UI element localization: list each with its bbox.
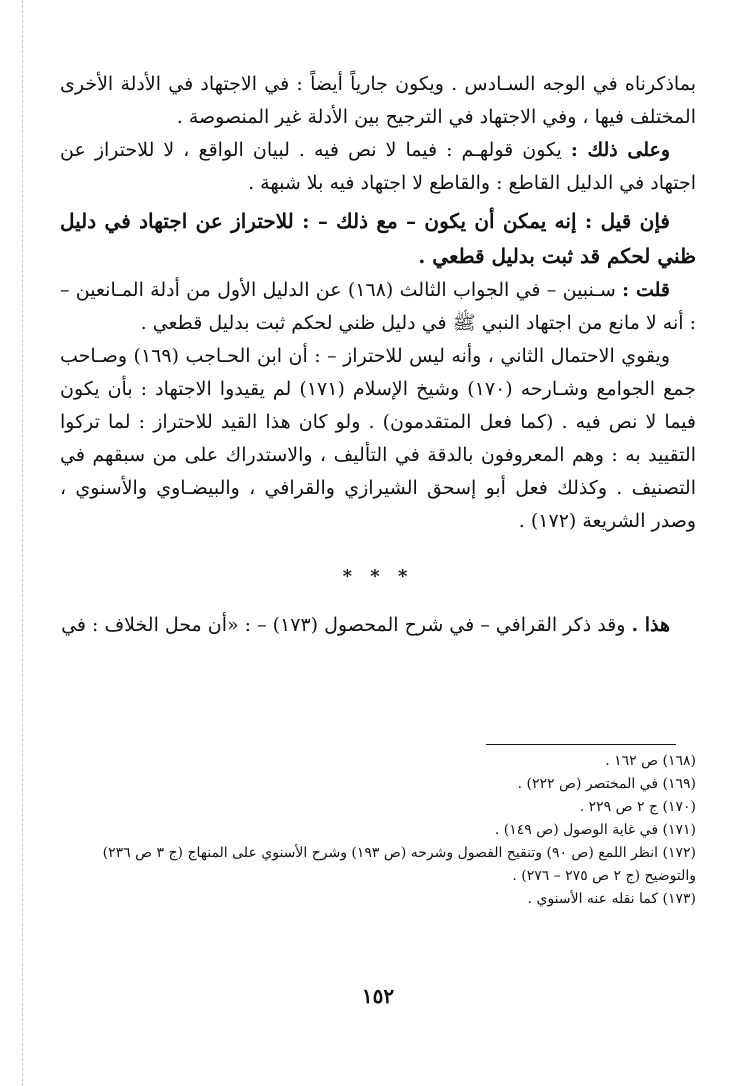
paragraph-3 — [60, 204, 696, 274]
page-number: ١٥٢ — [361, 984, 395, 1008]
footnotes — [60, 750, 696, 911]
page-edge-dashed-line — [22, 0, 23, 1086]
paragraph-3-text: إنه يمكن أن يكون – مع ذلك – : للاحتراز عن اجتهاد في دليل ظني لحكم قد ثبت بدليل قطعي . — [60, 209, 696, 268]
paragraph-2 — [60, 134, 696, 200]
paragraph-4 — [60, 274, 696, 340]
footnote-173: (١٧٣) كما نقله عنه الأسنوي . — [527, 891, 696, 907]
paragraph-final — [60, 609, 696, 642]
section-separator: * * * — [342, 566, 414, 587]
paragraph-2-lead: وعلى ذلك : — [570, 139, 671, 161]
paragraph-3-lead: فإن قيل : — [584, 209, 670, 233]
footnote-169: (١٦٩) في المختصر (ص ٢٢٢) . — [517, 776, 696, 792]
footnote-rule — [486, 744, 676, 745]
footnote-168: (١٦٨) ص ١٦٢ . — [605, 753, 696, 769]
footnote-172: (١٧٢) انظر اللمع (ص ٩٠) وتنقيح الفصول وشرحه (ص ١٩٣) وشرح الأسنوي على المنهاج (ج ٣ ص ٢٣٦) والتوضيح (ج ٢ ص ٢٧٥ – ٢٧٦) . — [102, 845, 696, 884]
paragraph-5-text: ويقوي الاحتمال الثاني ، وأنه ليس للاحتراز – : أن ابن الحـاجب (١٦٩) وصـاحب جمع الجوامع وشـارحه (١٧٠) وشيخ الإسلام (١٧١) لم يقيدوا الاجتهاد : بأن يكون فيما لا نص فيه . (كما فعل المتقدمون) . ولو كان هذا القيد للاحتراز : لما تركوا التقييد به : وهم المعروفون بالدقة في التأليف ، والاستدراك على من سبقهم في التصنيف . وكذلك فعل أبو إسحق الشيرازي والقرافي ، والبيضـاوي والأسنوي ، وصدر الشريعة (١٧٢) . — [60, 345, 696, 532]
footnote-170: (١٧٠) ج ٢ ص ٢٢٩ . — [579, 799, 696, 815]
footnote-171: (١٧١) في غاية الوصول (ص ١٤٩) . — [494, 822, 696, 838]
paragraph-2-text: يكون قولهـم : فيما لا نص فيه . لبيان الواقع ، لا للاحتراز عن اجتهاد في الدليل القاطع : والقاطع لا اجتهاد فيه بلا شبهة . — [60, 139, 696, 194]
paragraph-4-lead: قلت : — [622, 279, 670, 301]
paragraph-4-text: سـنبين – في الجواب الثالث (١٦٨) عن الدليل الأول من أدلة المـانعين – : أنه لا مانع من اجتهاد النبي ﷺ في دليل ظني لحكم ثبت بدليل قطعي . — [60, 279, 696, 334]
paragraph-final-text: وقد ذكر القرافي – في شرح المحصول (١٧٣) – : «أن محل الخلاف : في — [61, 614, 632, 636]
paragraph-final-lead: هذا . — [631, 614, 670, 636]
page-body — [60, 68, 696, 642]
paragraph-1 — [60, 68, 696, 134]
paragraph-5 — [60, 340, 696, 538]
paragraph-1-text: بماذكرناه في الوجه السـادس . ويكون جارياً أيضاً : في الاجتهاد في الأدلة الأخرى المختلف فيها ، وفي الاجتهاد في الترجيح بين الأدلة غير المنصوصة . — [60, 73, 696, 128]
